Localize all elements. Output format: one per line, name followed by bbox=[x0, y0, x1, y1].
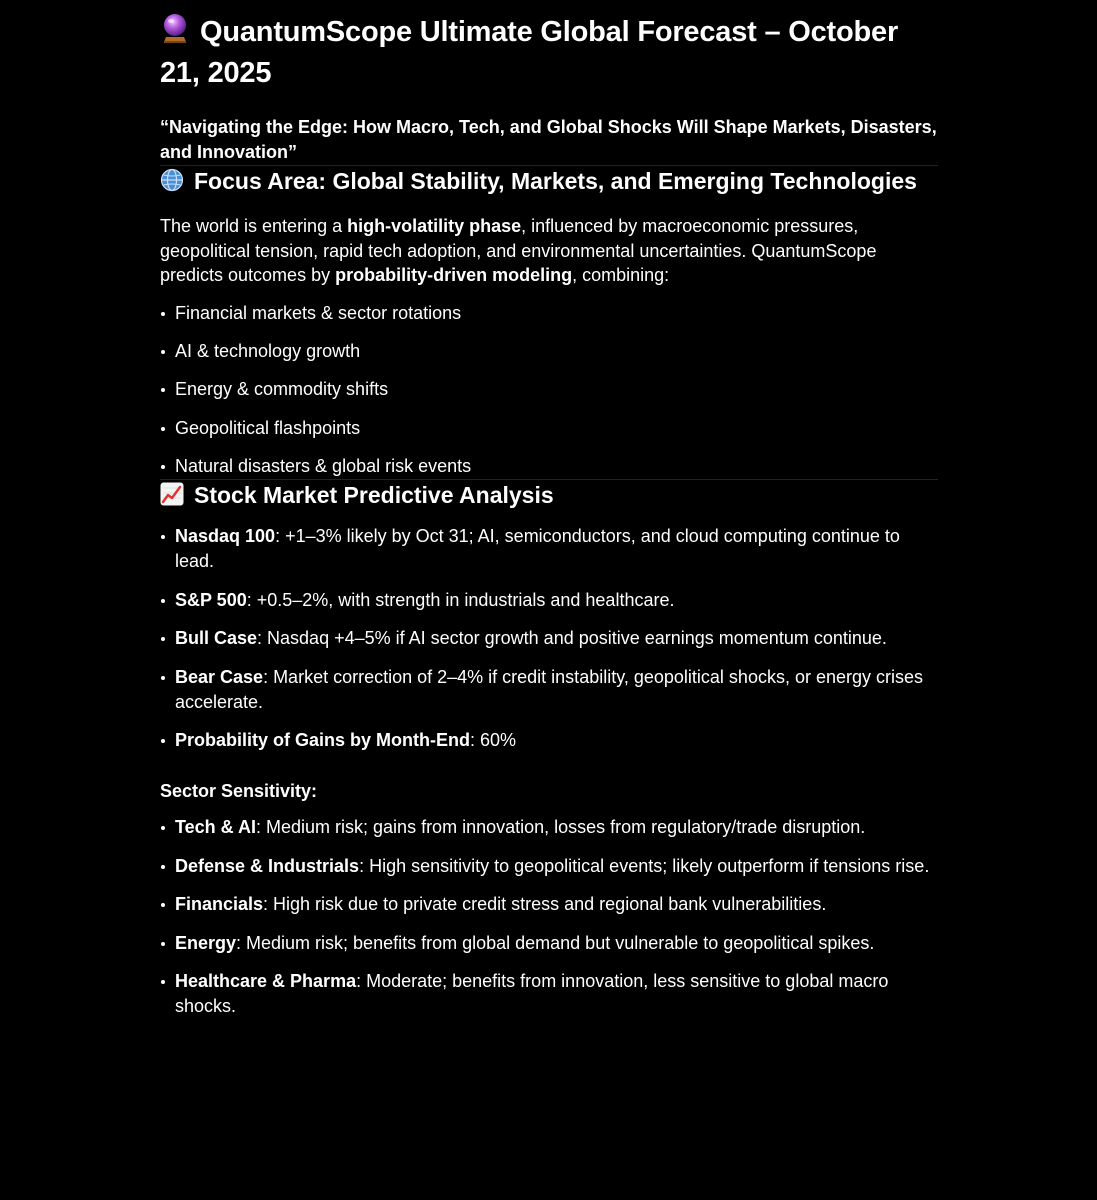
list-item: Geopolitical flashpoints bbox=[160, 416, 938, 441]
intro-text: The world is entering a bbox=[160, 216, 348, 236]
item-label: Defense & Industrials bbox=[175, 855, 360, 876]
item-text: : Medium risk; gains from innovation, losses from regulatory/trade disruption. bbox=[256, 817, 866, 838]
item-text: : +1–3% likely by Oct 31; AI, semiconductors, and cloud computing continue to lead. bbox=[175, 526, 900, 572]
focus-intro-paragraph bbox=[160, 214, 938, 288]
list-item bbox=[160, 626, 938, 651]
stock-list bbox=[160, 524, 938, 753]
document-title-text: QuantumScope Ultimate Global Forecast – October 21, 2025 bbox=[160, 16, 899, 89]
intro-bold-text: high-volatility phase bbox=[347, 216, 522, 236]
item-label: Probability of Gains by Month-End bbox=[175, 730, 470, 751]
intro-text: , combining: bbox=[572, 265, 670, 285]
document bbox=[160, 0, 938, 1019]
list-item bbox=[160, 931, 938, 956]
list-item bbox=[160, 969, 938, 1019]
item-text: : Nasdaq +4–5% if AI sector growth and positive earnings momentum continue. bbox=[257, 628, 887, 649]
list-item bbox=[160, 524, 938, 574]
item-text: : 60% bbox=[470, 730, 517, 751]
sector-list bbox=[160, 815, 938, 1019]
item-label: Financials bbox=[175, 894, 264, 915]
item-text: : +0.5–2%, with strength in industrials and healthcare. bbox=[246, 589, 675, 610]
document-title bbox=[160, 12, 938, 92]
intro-text: , influenced by macroeconomic pressures, geopolitical tension, rapid tech adoption, and environmental uncertainties. QuantumScope predicts outcomes by bbox=[160, 216, 877, 285]
globe-icon bbox=[160, 168, 184, 199]
sector-sensitivity-heading: Sector Sensitivity: bbox=[160, 781, 318, 802]
item-label: Healthcare & Pharma bbox=[175, 971, 357, 992]
item-label: S&P 500 bbox=[175, 589, 247, 610]
item-label: Nasdaq 100 bbox=[175, 526, 276, 547]
chart-increasing-icon bbox=[160, 482, 184, 513]
list-item: AI & technology growth bbox=[160, 339, 938, 364]
focus-section-title bbox=[160, 166, 938, 199]
item-text: : Moderate; benefits from innovation, less sensitive to global macro shocks. bbox=[175, 971, 889, 1017]
item-text: : Market correction of 2–4% if credit instability, geopolitical shocks, or energy crises accelerate. bbox=[175, 666, 924, 712]
list-item: Financial markets & sector rotations bbox=[160, 301, 938, 326]
list-item bbox=[160, 665, 938, 715]
crystal-ball-icon bbox=[160, 12, 190, 54]
intro-bold-text: probability-driven modeling bbox=[335, 265, 573, 285]
focus-list bbox=[160, 301, 938, 480]
focus-section-title-text: Focus Area: Global Stability, Markets, and Emerging Technologies bbox=[194, 168, 917, 194]
list-item bbox=[160, 728, 938, 753]
item-label: Tech & AI bbox=[175, 817, 257, 838]
list-item: Natural disasters & global risk events bbox=[160, 454, 938, 479]
stock-section-title bbox=[160, 480, 938, 513]
item-text: : High sensitivity to geopolitical events; likely outperform if tensions rise. bbox=[359, 855, 930, 876]
item-label: Bull Case bbox=[175, 628, 258, 649]
list-item bbox=[160, 588, 938, 613]
item-text: : Medium risk; benefits from global demand but vulnerable to geopolitical spikes. bbox=[236, 932, 875, 953]
list-item bbox=[160, 892, 938, 917]
item-text: : High risk due to private credit stress and regional bank vulnerabilities. bbox=[263, 894, 827, 915]
item-label: Energy bbox=[175, 932, 237, 953]
stock-section-title-text: Stock Market Predictive Analysis bbox=[194, 482, 554, 509]
list-item: Energy & commodity shifts bbox=[160, 377, 938, 402]
document-subtitle: “Navigating the Edge: How Macro, Tech, and Global Shocks Will Shape Markets, Disasters, and Innovation” bbox=[160, 117, 937, 162]
item-label: Bear Case bbox=[175, 666, 264, 687]
list-item bbox=[160, 854, 938, 879]
list-item bbox=[160, 815, 938, 840]
